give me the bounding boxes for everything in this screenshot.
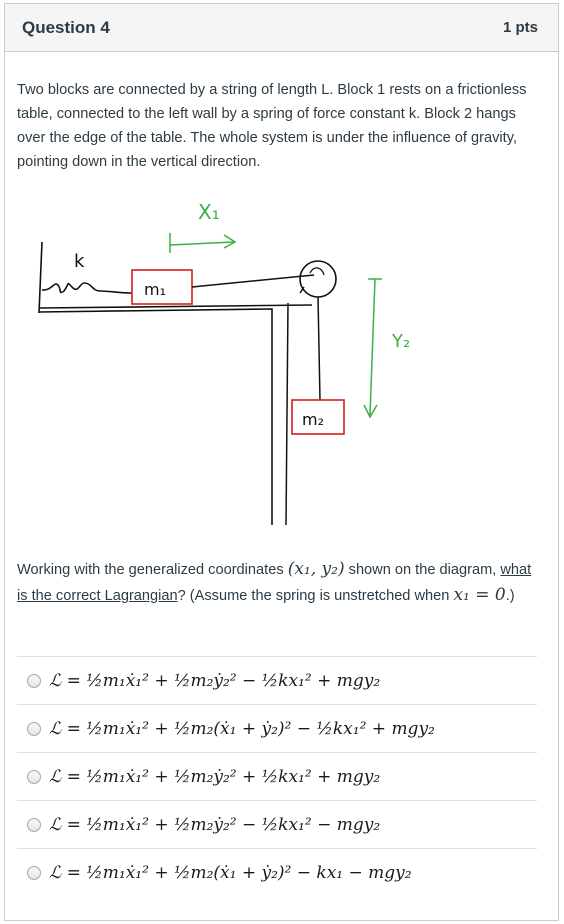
prompt-text-4: .) (505, 588, 515, 604)
prompt-text-3: ? (Assume the spring is unstretched when (177, 588, 454, 604)
answer-formula: ℒ = ½m₁ẋ₁² + ½m₂ẏ₂² + ½kx₁² + mgy₂ (49, 766, 381, 787)
radio-button[interactable] (27, 674, 41, 688)
answer-formula: ℒ = ½m₁ẋ₁² + ½m₂ẏ₂² − ½kx₁² + mgy₂ (49, 670, 381, 691)
question-prompt (17, 557, 537, 609)
answer-list (17, 656, 537, 896)
question-description: Two blocks are connected by a string of length L. Block 1 rests on a frictionless table, connected to the left wall by a spring of force constant k. Block 2 hangs over the edge of the table. The whole system is under the influence of gravity, pointing down in the vertical direction. (17, 82, 527, 170)
answer-formula: ℒ = ½m₁ẋ₁² + ½m₂(ẋ₁ + ẏ₂)² − ½kx₁² + mgy₂ (49, 718, 435, 739)
question-points: 1 pts (502, 19, 538, 36)
question-header (5, 4, 558, 52)
table-top (39, 305, 312, 308)
answer-option[interactable] (17, 752, 537, 800)
pulley (300, 261, 336, 297)
answer-option[interactable] (17, 848, 537, 896)
radio-button[interactable] (27, 818, 41, 832)
coords-math: (x₁, y₂) (287, 559, 345, 579)
answer-option[interactable] (17, 704, 537, 752)
answer-option[interactable] (17, 656, 537, 704)
y2-arrow (364, 279, 382, 417)
lagrangian-link[interactable]: what is the correct Lagrangian (17, 562, 532, 604)
y2-label: Y₂ (392, 331, 411, 352)
answer-option[interactable] (17, 800, 537, 848)
table-edge (39, 309, 272, 525)
string-horizontal (192, 275, 314, 287)
prompt-text-1: Working with the generalized coordinates (17, 562, 288, 578)
radio-button[interactable] (27, 866, 41, 880)
m2-label: m₂ (302, 410, 324, 429)
physics-diagram (22, 195, 442, 530)
string-vertical (318, 297, 320, 400)
spring (42, 283, 132, 293)
x1-arrow (170, 233, 235, 253)
answer-formula: ℒ = ½m₁ẋ₁² + ½m₂ẏ₂² − ½kx₁² − mgy₂ (49, 814, 381, 835)
wall-line (39, 242, 42, 313)
radio-button[interactable] (27, 770, 41, 784)
x1-label: X₁ (198, 200, 220, 224)
prompt-text-2: shown on the diagram, (344, 562, 501, 578)
m1-label: m₁ (144, 280, 166, 299)
condition-math: x₁ = 0 (453, 585, 506, 605)
k-label: k (74, 251, 85, 272)
answer-formula: ℒ = ½m₁ẋ₁² + ½m₂(ẋ₁ + ẏ₂)² − kx₁ − mgy₂ (49, 862, 412, 883)
radio-button[interactable] (27, 722, 41, 736)
question-title: Question 4 (22, 17, 110, 37)
